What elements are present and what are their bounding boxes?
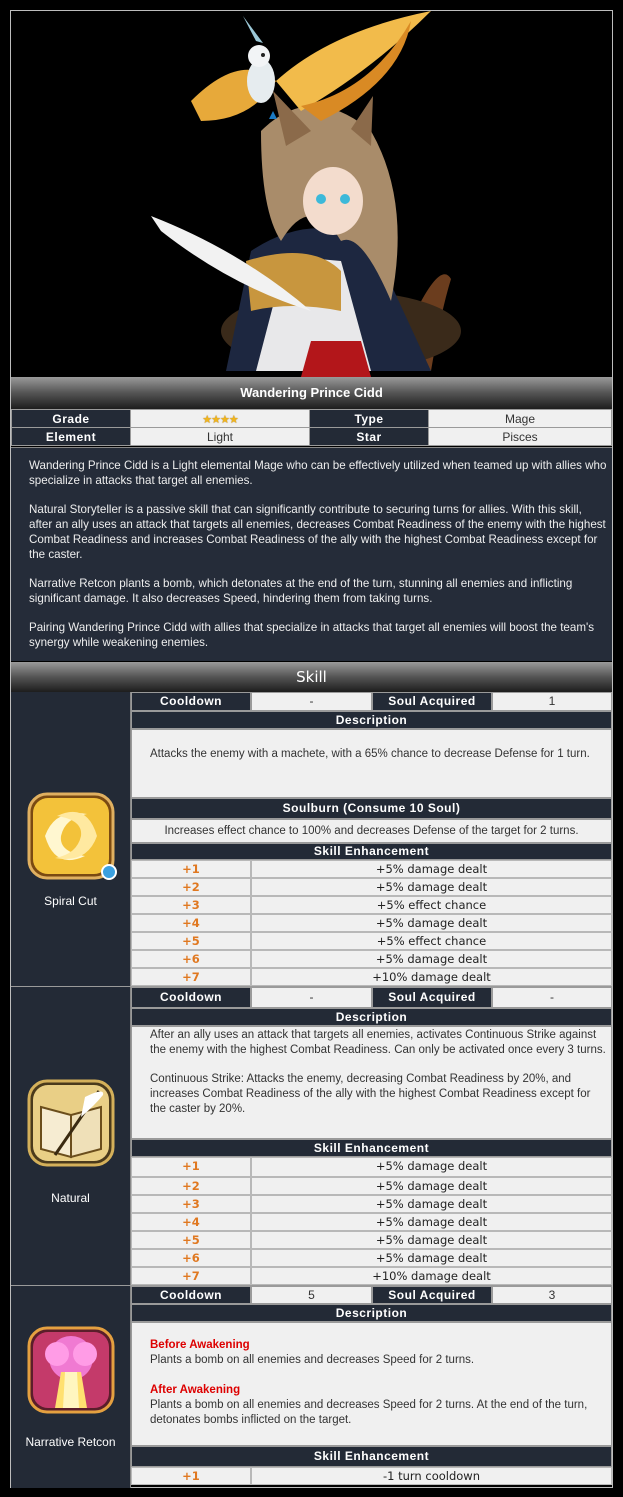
enhancement-effect: +10% damage dealt xyxy=(251,968,612,986)
enhancement-level: +2 xyxy=(131,878,251,896)
enhancement-level: +6 xyxy=(131,1249,251,1267)
skill-name: Spiral Cut xyxy=(44,894,97,908)
enhancement-row xyxy=(131,860,612,878)
spiral-cut-icon xyxy=(25,790,117,882)
enhancement-row xyxy=(131,896,612,914)
explosion-icon xyxy=(25,1324,117,1416)
enhancement-level: +1 xyxy=(131,1467,251,1485)
skill-narrative-retcon xyxy=(11,1285,612,1488)
skill-enhancement-header: Skill Enhancement xyxy=(131,843,612,860)
soul-acquired-value: 3 xyxy=(492,1286,612,1304)
description-header: Description xyxy=(131,1008,612,1026)
description-paragraph: Pairing Wandering Prince Cidd with allies that specialize in attacks that target all enemies will boost the team's synergy while weakening enemies. xyxy=(29,621,594,649)
after-awakening-title: After Awakening xyxy=(150,1384,241,1396)
enhancement-list xyxy=(131,1157,612,1285)
soul-acquired-value: 1 xyxy=(492,692,612,711)
enhancement-effect: +5% damage dealt xyxy=(251,1157,612,1177)
enhancement-row xyxy=(131,1195,612,1213)
soul-acquired-value: - xyxy=(492,987,612,1008)
skill-enhancement-header: Skill Enhancement xyxy=(131,1139,612,1157)
cooldown-label: Cooldown xyxy=(131,987,251,1008)
enhancement-row xyxy=(131,1177,612,1195)
enhancement-effect: +5% damage dealt xyxy=(251,860,612,878)
skill-section-title: Skill xyxy=(11,662,612,692)
info-table xyxy=(11,409,612,446)
enhancement-row xyxy=(131,1267,612,1285)
cooldown-label: Cooldown xyxy=(131,1286,251,1304)
enhancement-effect: +5% damage dealt xyxy=(251,1195,612,1213)
enhancement-effect: +5% damage dealt xyxy=(251,950,612,968)
type-value: Mage xyxy=(429,410,612,428)
enhancement-row xyxy=(131,932,612,950)
grade-label: Grade xyxy=(12,410,131,428)
description-header: Description xyxy=(131,1304,612,1322)
soulburn-description: Increases effect chance to 100% and decreases Defense of the target for 2 turns. xyxy=(131,819,612,843)
skill-description: Attacks the enemy with a machete, with a 65% chance to decrease Defense for 1 turn. xyxy=(131,729,612,798)
skill-name: Narrative Retcon xyxy=(25,1435,116,1449)
enhancement-row xyxy=(131,1157,612,1177)
cooldown-value: - xyxy=(251,987,372,1008)
skill-description xyxy=(131,1322,612,1446)
enhancement-level: +5 xyxy=(131,932,251,950)
enhancement-row xyxy=(131,968,612,986)
skill-icon-panel xyxy=(11,1286,131,1488)
cooldown-value: 5 xyxy=(251,1286,372,1304)
after-awakening-text: Plants a bomb on all enemies and decreases Speed for 2 turns. At the end of the turn, detonates bombs inflicted on the target. xyxy=(150,1399,588,1426)
element-value: Light xyxy=(131,428,310,446)
description-header: Description xyxy=(131,711,612,729)
enhancement-effect: +5% damage dealt xyxy=(251,1177,612,1195)
description-paragraph: Wandering Prince Cidd is a Light elemental Mage who can be effectively utilized when teamed up with allies who specialize in attacks that target all enemies. xyxy=(29,459,607,487)
enhancement-effect: +5% damage dealt xyxy=(251,914,612,932)
star-label: Star xyxy=(310,428,429,446)
enhancement-row xyxy=(131,914,612,932)
soul-acquired-label: Soul Acquired xyxy=(372,692,492,711)
enhancement-row xyxy=(131,950,612,968)
soul-acquired-label: Soul Acquired xyxy=(372,1286,492,1304)
enhancement-level: +5 xyxy=(131,1231,251,1249)
skill-description xyxy=(131,1026,612,1139)
enhancement-effect: +10% damage dealt xyxy=(251,1267,612,1285)
enhancement-effect: +5% damage dealt xyxy=(251,1231,612,1249)
book-quill-icon xyxy=(25,1077,117,1169)
skill-description-text: Continuous Strike: Attacks the enemy, decreasing Combat Readiness by 20%, and increases Combat Readiness of the ally with the highest Combat Readiness except for the caster by 20%. xyxy=(150,1073,591,1115)
description-paragraph: Natural Storyteller is a passive skill that can significantly contribute to securing turns for allies. With this skill, after an ally uses an attack that targets all enemies, decreases Combat Readiness of the enemy with the highest Combat Readiness and increases Combat Readiness of the ally with the highest Combat Readiness except for the caster. xyxy=(29,503,606,561)
character-description xyxy=(11,447,612,661)
enhancement-list xyxy=(131,860,612,986)
grade-value xyxy=(131,410,310,428)
skill-name: Natural xyxy=(51,1191,90,1205)
enhancement-effect: +5% damage dealt xyxy=(251,1249,612,1267)
skill-spiral-cut xyxy=(11,692,612,986)
skill-enhancement-header: Skill Enhancement xyxy=(131,1446,612,1467)
enhancement-level: +2 xyxy=(131,1177,251,1195)
soul-acquired-label: Soul Acquired xyxy=(372,987,492,1008)
before-awakening-text: Plants a bomb on all enemies and decreases Speed for 2 turns. xyxy=(150,1354,475,1366)
skill-description-text: After an ally uses an attack that targets all enemies, activates Continuous Strike against the enemy with the highest Combat Readiness. Can only be activated once every 3 turns. xyxy=(150,1029,606,1056)
enhancement-level: +1 xyxy=(131,1157,251,1177)
enhancement-effect: +5% effect chance xyxy=(251,932,612,950)
enhancement-row xyxy=(131,1467,612,1485)
before-awakening-title: Before Awakening xyxy=(150,1339,250,1351)
enhancement-level: +3 xyxy=(131,1195,251,1213)
skill-natural xyxy=(11,986,612,1286)
enhancement-level: +4 xyxy=(131,914,251,932)
enhancement-effect: +5% effect chance xyxy=(251,896,612,914)
enhancement-row xyxy=(131,1231,612,1249)
cooldown-value: - xyxy=(251,692,372,711)
enhancement-level: +4 xyxy=(131,1213,251,1231)
enhancement-level: +7 xyxy=(131,1267,251,1285)
star-value: Pisces xyxy=(429,428,612,446)
character-page xyxy=(10,10,613,1488)
enhancement-level: +3 xyxy=(131,896,251,914)
enhancement-row xyxy=(131,1249,612,1267)
soulburn-header: Soulburn (Consume 10 Soul) xyxy=(131,798,612,819)
grade-stars-icon: ★★★★ xyxy=(202,413,238,426)
page-title: Wandering Prince Cidd xyxy=(11,377,612,409)
enhancement-row xyxy=(131,878,612,896)
element-label: Element xyxy=(12,428,131,446)
cooldown-label: Cooldown xyxy=(131,692,251,711)
enhancement-effect: -1 turn cooldown xyxy=(251,1467,612,1485)
enhancement-level: +7 xyxy=(131,968,251,986)
enhancement-level: +6 xyxy=(131,950,251,968)
skill-icon-panel xyxy=(11,987,131,1286)
enhancement-row xyxy=(131,1213,612,1231)
enhancement-list xyxy=(131,1467,612,1485)
skill-icon-panel xyxy=(11,692,131,986)
enhancement-level: +1 xyxy=(131,860,251,878)
type-label: Type xyxy=(310,410,429,428)
character-portrait xyxy=(11,11,612,377)
enhancement-effect: +5% damage dealt xyxy=(251,878,612,896)
description-paragraph: Narrative Retcon plants a bomb, which detonates at the end of the turn, stunning all enemies and inflicting significant damage. It also decreases Speed, hindering them from taking turns. xyxy=(29,577,573,605)
enhancement-effect: +5% damage dealt xyxy=(251,1213,612,1231)
character-illustration xyxy=(11,11,612,377)
